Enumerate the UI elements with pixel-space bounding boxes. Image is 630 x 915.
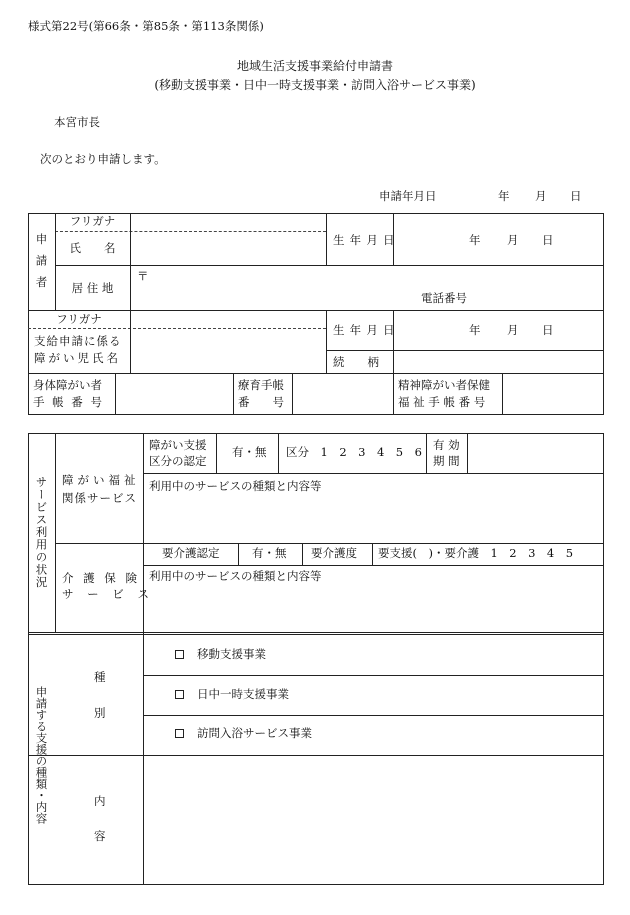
cert-label1: 障がい支援 [149, 438, 207, 452]
care-cert-label: 要介護認定 [162, 546, 220, 560]
mental-handbook-label1: 精神障がい者保健 [398, 378, 490, 392]
care-usage-label: 利用中のサービスの種類と内容等 [149, 569, 322, 583]
cert-yes-no[interactable]: 有・無 [232, 445, 267, 459]
child-label-line2: 障がい児氏名 [34, 351, 121, 365]
valid-period-label2: 期 間 [433, 454, 460, 468]
date-month: 月 [535, 189, 547, 203]
applicant-name-label: 氏 名 [69, 241, 116, 255]
cert-label2: 区分の認定 [149, 454, 207, 468]
disability-usage-label: 利用中のサービスの種類と内容等 [149, 479, 322, 493]
care-degree-label: 要介護度 [311, 546, 357, 560]
child-furigana-label: フリガナ [56, 312, 102, 326]
form-title: 地域生活支援事業給付申請書 [236, 59, 393, 73]
child-birth-month: 月 [507, 323, 519, 337]
child-birth-label: 生年月日 [333, 323, 400, 337]
option-label: 訪問入浴サービス事業 [197, 726, 312, 740]
applicant-address-label: 居 住 地 [71, 281, 114, 295]
option-label: 日中一時支援事業 [197, 687, 289, 701]
addressee: 本宮市長 [54, 115, 100, 129]
date-year: 年 [498, 189, 510, 203]
applicant-side-label: 申請者 [34, 233, 49, 298]
application-date-label: 申請年月日 [379, 189, 437, 203]
ryoiku-handbook-label2: 番 号 [238, 395, 284, 409]
disability-service-label1: 障がい福祉 [62, 473, 140, 487]
physical-handbook-label2: 手 帳 番 号 [33, 395, 104, 409]
care-service-label1: 介 護 保 険 [62, 571, 140, 585]
form-subtitle: (移動支援事業・日中一時支援事業・訪問入浴サービス事業) [154, 78, 476, 92]
content-label1: 内 [94, 794, 106, 808]
applicant-birth-year: 年 [469, 233, 481, 247]
child-birth-day: 日 [542, 323, 554, 337]
content-label2: 容 [94, 829, 106, 843]
option-label: 移動支援事業 [197, 647, 266, 661]
valid-period-label1: 有 効 [433, 438, 460, 452]
date-day: 日 [570, 189, 582, 203]
form-number: 様式第22号(第66条・第85条・第113条関係) [28, 19, 264, 33]
child-birth-year: 年 [469, 323, 481, 337]
checkbox-icon[interactable] [175, 729, 184, 738]
applicant-birth-day: 日 [542, 233, 554, 247]
care-levels[interactable]: 要支援( )・要介護 1 2 3 4 5 [378, 546, 574, 560]
kind-label1: 種 [94, 670, 106, 684]
mental-handbook-label2: 福 祉 手 帳 番 号 [398, 395, 486, 409]
physical-handbook-label1: 身体障がい者 [33, 378, 102, 392]
support-side-label: 申請する支援の種類・内容 [34, 686, 49, 824]
kubun-options[interactable]: 区分 1 2 3 4 5 6 [286, 445, 422, 459]
intro-text: 次のとおり申請します。 [40, 152, 166, 166]
checkbox-icon[interactable] [175, 650, 184, 659]
applicant-furigana-label: フリガナ [69, 214, 116, 228]
postal-mark: 〒 [137, 269, 149, 283]
care-service-label2: サ ー ビ ス [62, 587, 154, 601]
checkbox-icon[interactable] [175, 690, 184, 699]
phone-label: 電話番号 [421, 291, 467, 305]
service-side-label: サービス利用の状況 [34, 476, 49, 589]
ryoiku-handbook-label1: 療育手帳 [238, 378, 284, 392]
applicant-birth-month: 月 [507, 233, 519, 247]
kind-label2: 別 [94, 706, 106, 720]
disability-service-label2: 関係サービス [62, 491, 137, 505]
relation-label: 続 柄 [333, 355, 379, 369]
applicant-birth-label: 生年月日 [333, 233, 400, 247]
care-yes-no[interactable]: 有・無 [252, 546, 287, 560]
child-label-line1: 支給申請に係る [34, 334, 122, 348]
